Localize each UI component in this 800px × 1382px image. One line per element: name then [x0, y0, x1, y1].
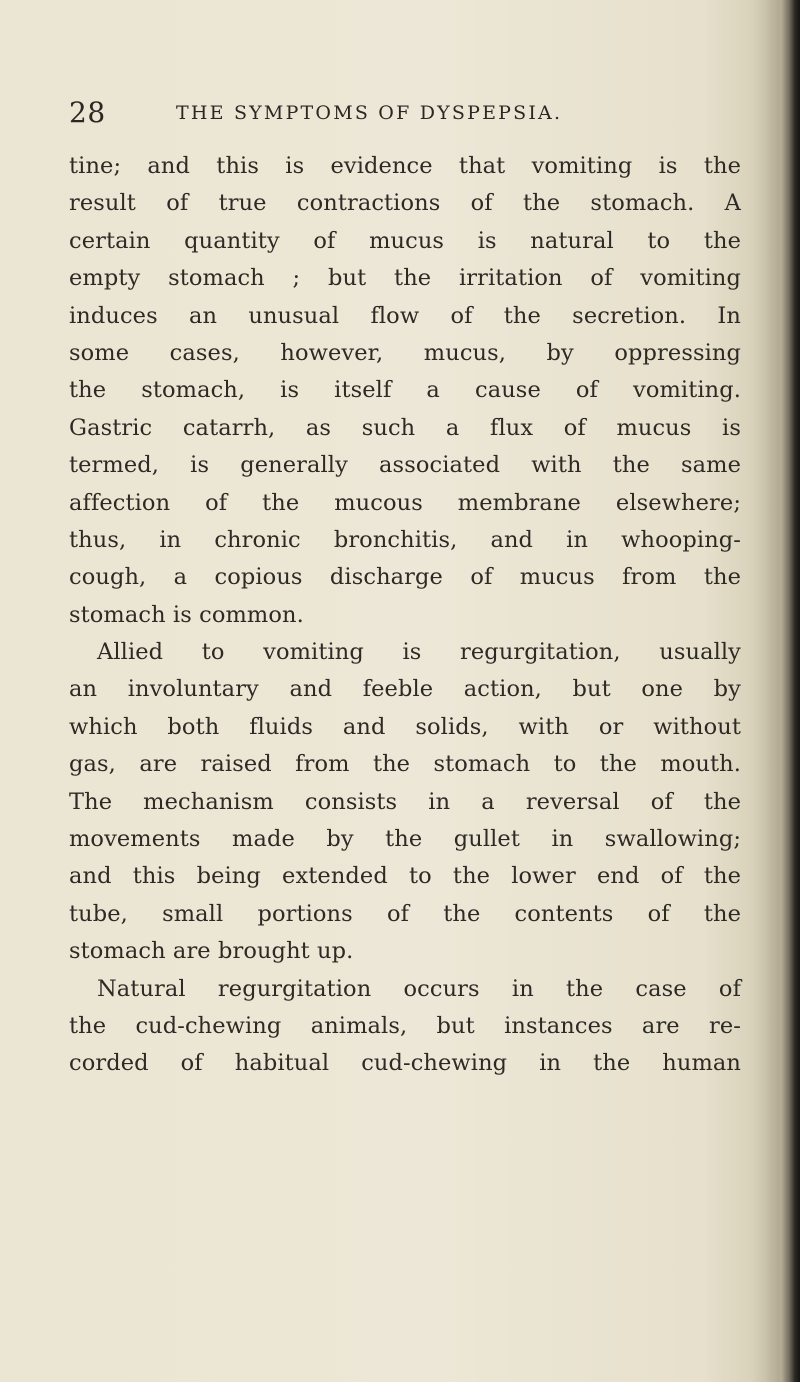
page-number: 28 — [69, 96, 106, 129]
book-spine-shadow — [766, 0, 800, 1382]
text-line: corded of habitual cud-chewing in the human — [69, 1050, 741, 1077]
text-line: tine; and this is evidence that vomiting is the — [69, 153, 741, 179]
text-line: the stomach, is itself a cause of vomiting. — [69, 377, 741, 404]
text-line: result of true contractions of the stomach. A — [69, 190, 741, 217]
text-line: Gastric catarrh, as such a flux of mucus is — [69, 414, 741, 441]
text-line: empty stomach ; but the irritation of vomiting — [69, 265, 741, 292]
text-line: gas, are raised from the stomach to the mouth. — [69, 751, 741, 778]
text-line: tube, small portions of the contents of the — [69, 900, 741, 927]
text-line: which both fluids and solids, with or without — [69, 713, 741, 740]
page-header — [69, 96, 749, 136]
text-line: affection of the mucous membrane elsewhere; — [69, 489, 741, 516]
text-line: Allied to vomiting is regurgitation, usually — [97, 639, 741, 666]
text-line: stomach is common. — [69, 601, 304, 628]
text-line: some cases, however, mucus, by oppressing — [69, 339, 741, 366]
text-line: thus, in chronic bronchitis, and in whooping- — [69, 526, 741, 553]
text-line: cough, a copious discharge of mucus from the — [69, 564, 741, 591]
text-line: induces an unusual flow of the secretion. In — [69, 302, 741, 329]
text-line: stomach are brought up. — [69, 938, 354, 965]
text-line: an involuntary and feeble action, but one by — [69, 676, 741, 703]
text-line: Natural regurgitation occurs in the case of — [97, 975, 741, 1002]
text-line: and this being extended to the lower end of the — [69, 863, 741, 890]
body-text — [69, 148, 741, 1083]
text-line: the cud-chewing animals, but instances are re- — [69, 1012, 741, 1039]
text-line: The mechanism consists in a reversal of the — [69, 788, 741, 815]
text-line: movements made by the gullet in swallowing; — [69, 826, 741, 853]
text-line: termed, is generally associated with the same — [69, 452, 741, 479]
running-head: THE SYMPTOMS OF DYSPEPSIA. — [176, 102, 563, 124]
text-line: certain quantity of mucus is natural to the — [69, 227, 741, 254]
